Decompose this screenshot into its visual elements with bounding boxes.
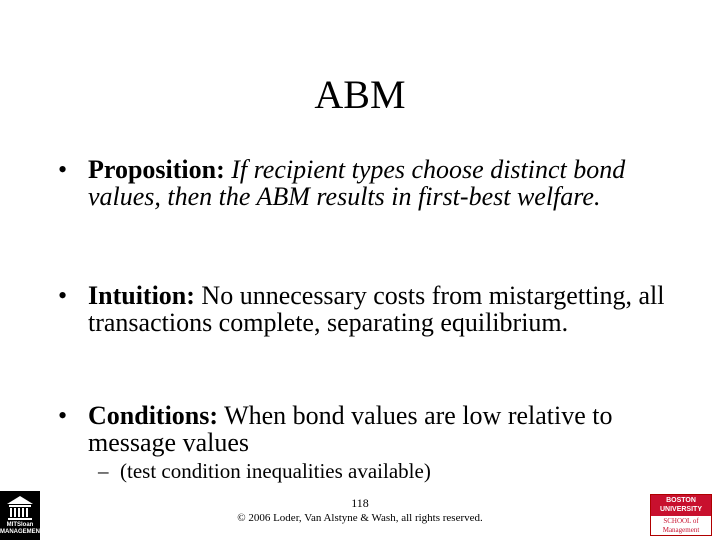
copyright-notice: © 2006 Loder, Van Alstyne & Wash, all rights reserved. [237, 512, 483, 524]
bullet-body: If recipient types choose distinct bond values, then the ABM results in first-best welfare. [88, 155, 626, 211]
bullet-text [88, 402, 678, 456]
bullet-text [88, 282, 678, 336]
sub-bullet [98, 459, 431, 483]
bullet-conditions [58, 402, 678, 456]
bullet-body: No unnecessary costs from mistargetting, all transactions complete, separating equilibrium. [88, 281, 665, 337]
bullet-text [88, 156, 678, 210]
bu-logo-line2: UNIVERSITY [659, 506, 702, 513]
bullet-marker: • [58, 155, 68, 184]
bu-logo-line4: Management [662, 526, 700, 534]
bullet-body: When bond values are low relative to message values [88, 401, 613, 457]
bu-logo-bottom [651, 516, 711, 535]
mit-logo-line2: MANAGEMENT [0, 529, 44, 535]
bullet-proposition [58, 156, 678, 210]
bullet-label: Intuition: [88, 281, 195, 310]
bullet-label: Proposition: [88, 155, 225, 184]
slide-title: ABM [314, 72, 406, 117]
bullet-marker: • [58, 401, 68, 430]
bu-logo-top [651, 495, 711, 516]
bullet-intuition [58, 282, 678, 336]
bu-logo-line3: SCHOOL of [663, 517, 699, 525]
bu-logo-line1: BOSTON [666, 497, 696, 504]
mit-logo-line1: MITSloan [6, 522, 34, 528]
page-number: 118 [351, 496, 369, 510]
mit-sloan-logo [0, 491, 44, 540]
bullet-marker: • [58, 281, 68, 310]
building-icon [6, 495, 34, 521]
bullet-label: Conditions: [88, 401, 219, 430]
sub-bullet-marker: – [98, 459, 109, 483]
mit-logo-text [0, 522, 44, 536]
sub-bullet-text: (test condition inequalities available) [120, 459, 431, 483]
boston-university-logo [650, 494, 712, 536]
